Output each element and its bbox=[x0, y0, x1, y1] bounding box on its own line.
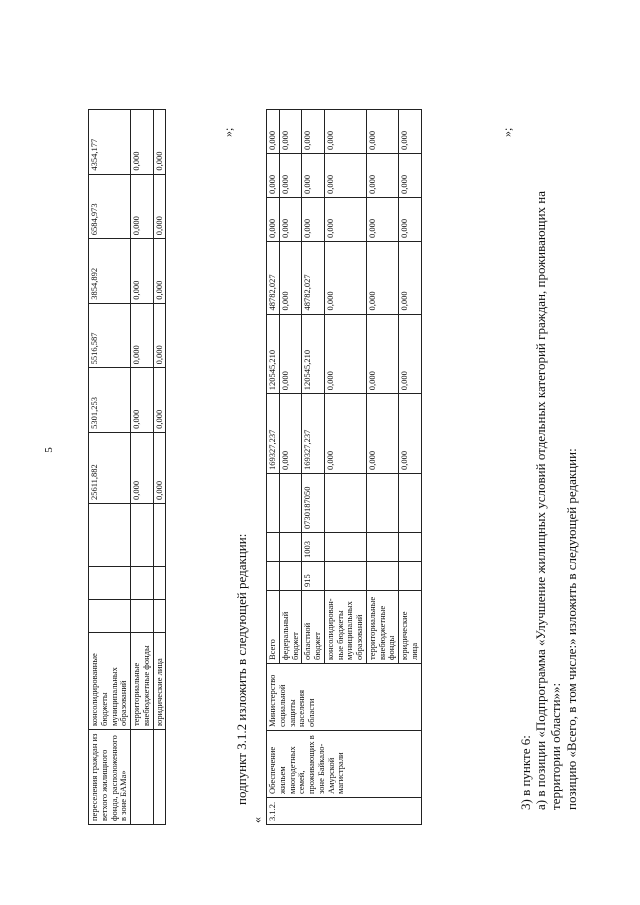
open-quote: « bbox=[250, 817, 264, 823]
value-cell: 120545,210 bbox=[267, 314, 280, 394]
value-cell: 169327,237 bbox=[267, 394, 280, 474]
value-cell: 0,000 bbox=[366, 314, 398, 394]
value-cell: 0,000 bbox=[366, 110, 398, 154]
paragraph-subprogram-cont: территории области»»: bbox=[548, 682, 563, 810]
value-cell: 0,000 bbox=[131, 110, 154, 175]
value-cell: 0,000 bbox=[267, 197, 280, 241]
cell bbox=[279, 533, 302, 562]
cell bbox=[89, 600, 131, 633]
cell bbox=[324, 474, 366, 533]
value-cell: 0,000 bbox=[131, 432, 154, 503]
value-cell: 0,000 bbox=[324, 154, 366, 198]
value-cell: 0,000 bbox=[366, 197, 398, 241]
item-name-cell: Обеспечение жильем многодетных семей, проживающих в зоне Байкало-Амурской магистрали bbox=[267, 731, 422, 798]
value-cell: 0,000 bbox=[399, 197, 422, 241]
cell bbox=[366, 474, 398, 533]
paragraph-position-total: позицию «Всего, в том числе:» изложить в следующей редакции: bbox=[564, 448, 579, 810]
cell bbox=[131, 600, 154, 633]
cell bbox=[399, 562, 422, 591]
cell bbox=[267, 562, 280, 591]
value-cell: 120545,210 bbox=[302, 314, 325, 394]
table-row bbox=[153, 110, 166, 825]
value-cell: 0,000 bbox=[153, 303, 166, 368]
executor-cell: Министерство социальной защиты населения области bbox=[267, 664, 422, 731]
value-cell: 0,000 bbox=[153, 174, 166, 239]
value-cell: 0,000 bbox=[279, 241, 302, 314]
cell bbox=[279, 562, 302, 591]
table1-closing-quote: »; bbox=[221, 127, 235, 137]
value-cell: 0,000 bbox=[366, 241, 398, 314]
value-cell: 0,000 bbox=[302, 154, 325, 198]
source-cell: консолидированные бюджеты муниципальных образований bbox=[89, 633, 131, 730]
value-cell: 0,000 bbox=[324, 241, 366, 314]
page-number: 5 bbox=[42, 447, 55, 453]
value-cell: 0,000 bbox=[324, 197, 366, 241]
cell bbox=[267, 533, 280, 562]
cell bbox=[366, 562, 398, 591]
paragraph-point-6: 3) в пункте 6: bbox=[518, 735, 533, 810]
source-cell: областной бюджет bbox=[302, 591, 325, 664]
program-cell bbox=[153, 730, 166, 825]
value-cell: 0,000 bbox=[279, 197, 302, 241]
amendment-heading: подпункт 3.1.2 изложить в следующей редакции: bbox=[234, 533, 249, 805]
value-cell: 0,000 bbox=[153, 432, 166, 503]
cell bbox=[324, 533, 366, 562]
source-cell: юридические лица bbox=[399, 591, 422, 664]
value-cell: 0,000 bbox=[399, 154, 422, 198]
value-cell: 0,000 bbox=[324, 314, 366, 394]
cell bbox=[131, 567, 154, 600]
table-subitem-3-1-2 bbox=[266, 109, 422, 825]
value-cell: 48782,027 bbox=[302, 241, 325, 314]
value-cell: 0,000 bbox=[366, 394, 398, 474]
value-cell: 3854,892 bbox=[89, 239, 131, 304]
cell bbox=[324, 562, 366, 591]
cell bbox=[153, 567, 166, 600]
program-cell: переселения граждан из ветхого жилищного фонда, расположенного в зоне БАМа» bbox=[89, 730, 131, 825]
value-cell: 0,000 bbox=[131, 239, 154, 304]
cell bbox=[89, 567, 131, 600]
source-cell: Всего bbox=[267, 591, 280, 664]
cell bbox=[89, 504, 131, 567]
cell bbox=[279, 474, 302, 533]
value-cell: 0,000 bbox=[302, 197, 325, 241]
paragraph-subprogram: а) в позиции «Подпрограмма «Улучшение жилищных условий отдельных категорий граждан, проживающих на bbox=[533, 191, 548, 810]
source-cell: федеральный бюджет bbox=[279, 591, 302, 664]
value-cell: 6584,973 bbox=[89, 174, 131, 239]
value-cell: 0,000 bbox=[153, 239, 166, 304]
table-row bbox=[131, 110, 154, 825]
value-cell: 0,000 bbox=[399, 110, 422, 154]
source-cell: юридические лица bbox=[153, 633, 166, 730]
value-cell: 169327,237 bbox=[302, 394, 325, 474]
value-cell: 0,000 bbox=[279, 394, 302, 474]
value-cell: 0,000 bbox=[131, 174, 154, 239]
source-cell: территориальные внебюджетные фонды bbox=[366, 591, 398, 664]
program-cell bbox=[131, 730, 154, 825]
table-row bbox=[267, 110, 280, 825]
cell: 915 bbox=[302, 562, 325, 591]
item-number-cell: 3.1.2. bbox=[267, 798, 422, 825]
table-relocation-tail bbox=[88, 109, 166, 825]
value-cell: 0,000 bbox=[302, 110, 325, 154]
cell bbox=[399, 533, 422, 562]
cell bbox=[399, 474, 422, 533]
value-cell: 0,000 bbox=[279, 154, 302, 198]
value-cell: 0,000 bbox=[131, 368, 154, 433]
cell bbox=[153, 504, 166, 567]
value-cell: 4354,177 bbox=[89, 110, 131, 175]
table-row bbox=[89, 110, 131, 825]
value-cell: 0,000 bbox=[153, 110, 166, 175]
value-cell: 0,000 bbox=[399, 314, 422, 394]
source-cell: консолидированные бюджеты муниципальных образований bbox=[324, 591, 366, 664]
table2-closing-quote: »; bbox=[500, 127, 514, 137]
value-cell: 0,000 bbox=[279, 314, 302, 394]
value-cell: 0,000 bbox=[131, 303, 154, 368]
cell: 0730187050 bbox=[302, 474, 325, 533]
value-cell: 5516,587 bbox=[89, 303, 131, 368]
value-cell: 0,000 bbox=[153, 368, 166, 433]
cell: 1003 bbox=[302, 533, 325, 562]
cell bbox=[153, 600, 166, 633]
value-cell: 0,000 bbox=[279, 110, 302, 154]
cell bbox=[267, 474, 280, 533]
value-cell: 0,000 bbox=[366, 154, 398, 198]
value-cell: 0,000 bbox=[399, 394, 422, 474]
value-cell: 5301,253 bbox=[89, 368, 131, 433]
value-cell: 0,000 bbox=[324, 110, 366, 154]
cell bbox=[366, 533, 398, 562]
value-cell: 0,000 bbox=[324, 394, 366, 474]
value-cell: 0,000 bbox=[267, 154, 280, 198]
value-cell: 48782,027 bbox=[267, 241, 280, 314]
source-cell: территориальные внебюджетные фонды bbox=[131, 633, 154, 730]
cell bbox=[131, 504, 154, 567]
value-cell: 0,000 bbox=[399, 241, 422, 314]
value-cell: 25611,882 bbox=[89, 432, 131, 503]
value-cell: 0,000 bbox=[267, 110, 280, 154]
